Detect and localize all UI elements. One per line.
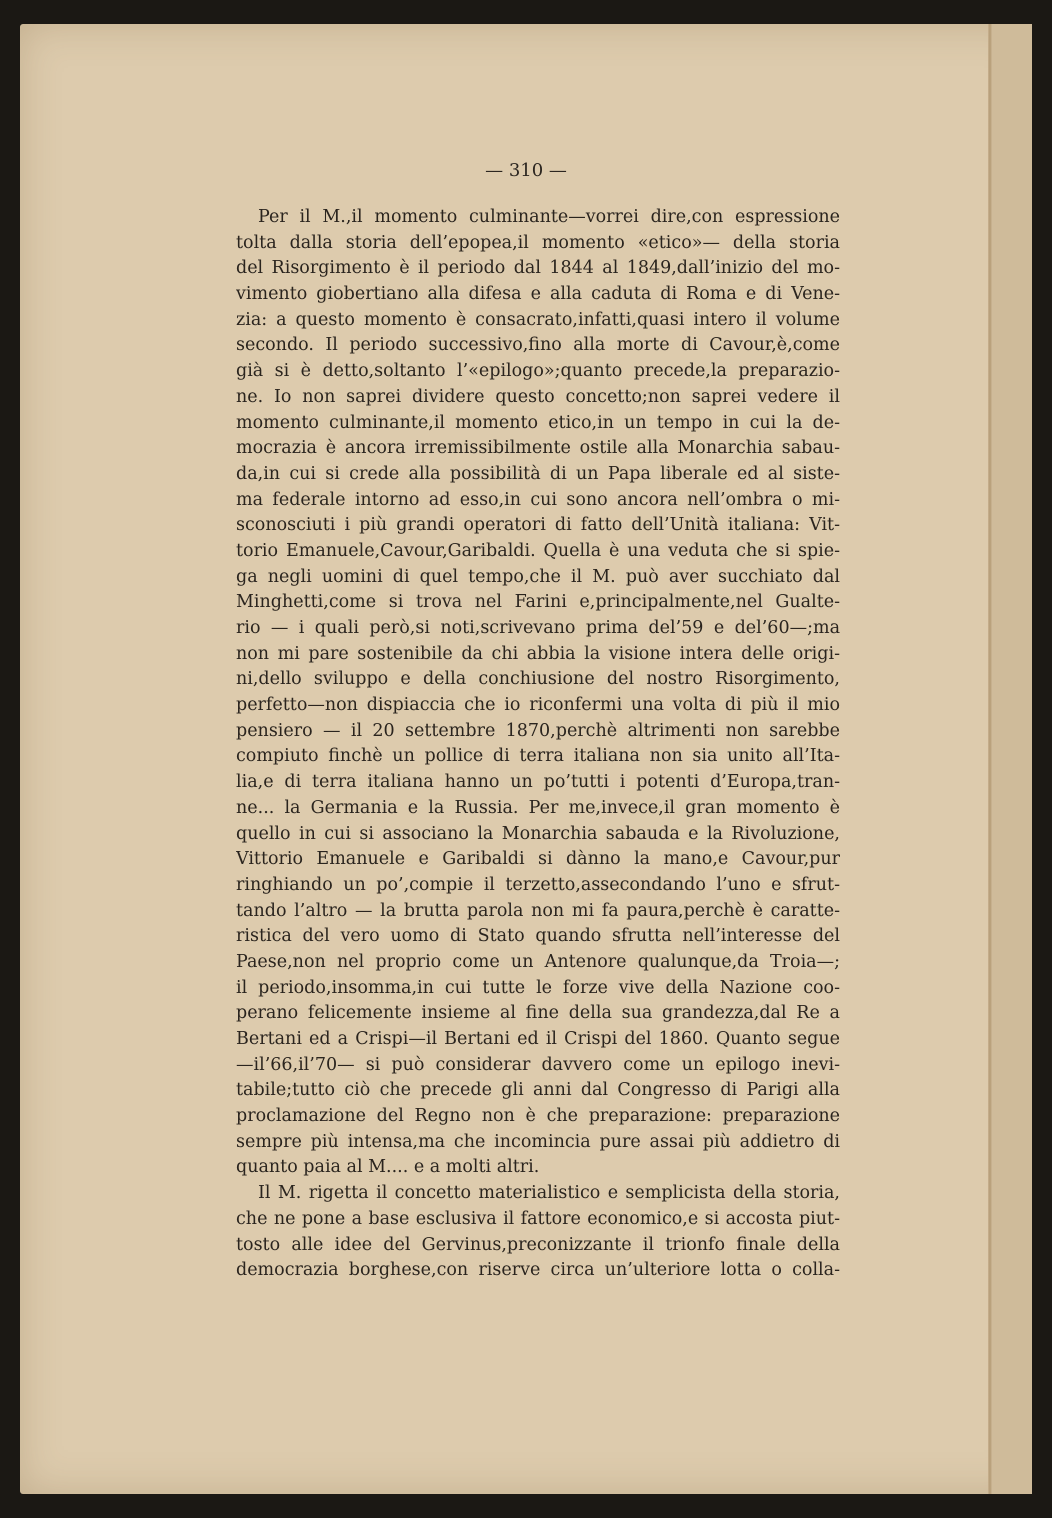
text-line: momento culminante,il momento etico,in un tempo in cui la de- (236, 412, 840, 433)
text-line: ni,dello sviluppo e della conchiusione del nostro Risorgimento, (236, 669, 840, 690)
text-line: ristica del vero uomo di Stato quando sfrutta nell’interesse del (236, 926, 840, 947)
text-line: torio Emanuele,Cavour,Garibaldi. Quella è una veduta che si spie- (236, 540, 840, 561)
text-line: democrazia borghese,con riserve circa un’ulteriore lotta o colla- (236, 1260, 840, 1281)
text-line: che ne pone a base esclusiva il fattore economico,e si accosta piut- (236, 1208, 840, 1229)
text-line: mocrazia è ancora irremissibilmente ostile alla Monarchia sabau- (236, 438, 840, 459)
text-line: Paese,non nel proprio come un Antenore qualunque,da Troia—; (236, 951, 840, 972)
text-line: rio — i quali però,si noti,scrivevano prima del’59 e del’60—;ma (236, 618, 840, 638)
text-line: vimento giobertiano alla difesa e alla caduta di Roma e di Vene- (236, 284, 840, 305)
text-line: lia,e di terra italiana hanno un po’tutti i potenti d’Europa,tran- (236, 772, 840, 793)
next-page-edge (992, 24, 1032, 1494)
text-line: quanto paia al M.... e a molti altri. (236, 1157, 540, 1178)
text-line: sempre più intensa,ma che incomincia pure assai più addietro di (236, 1131, 840, 1152)
text-line: zia: a questo momento è consacrato,infatti,quasi intero il volume (236, 309, 840, 330)
text-line: perano felicemente insieme al fine della sua grandezza,dal Re a (236, 1003, 840, 1024)
text-line: pensiero — il 20 settembre 1870,perchè altrimenti non sarebbe (236, 720, 840, 741)
text-line: perfetto—non dispiaccia che io riconfermi una volta di più il mio (236, 695, 840, 716)
text-line: Per il M.,il momento culminante—vorrei dire,con espressione (258, 207, 840, 227)
body-text (236, 205, 840, 1284)
text-line: del Risorgimento è il periodo dal 1844 al 1849,dall’inizio del mo- (236, 258, 840, 279)
text-line: quello in cui si associano la Monarchia sabauda e la Rivoluzione, (236, 823, 840, 844)
text-line: tabile;tutto ciò che precede gli anni dal Congresso di Parigi alla (236, 1080, 840, 1101)
text-line: non mi pare sostenibile da chi abbia la visione intera delle origi- (236, 643, 840, 664)
text-line: Bertani ed a Crispi—il Bertani ed il Crispi del 1860. Quanto segue (236, 1029, 840, 1049)
page-number: — 310 — (485, 160, 567, 181)
text-line: ne... la Germania e la Russia. Per me,invece,il gran momento è (236, 797, 840, 818)
text-line: Vittorio Emanuele e Garibaldi si dànno la mano,e Cavour,pur (236, 849, 840, 870)
text-line: tosto alle idee del Gervinus,preconizzante il trionfo finale della (236, 1234, 840, 1255)
text-line: tando l’altro — la brutta parola non mi fa paura,perchè è caratte- (236, 900, 840, 921)
text-line: Il M. rigetta il concetto materialistico e semplicista della storia, (258, 1183, 840, 1204)
text-line: Minghetti,come si trova nel Farini e,principalmente,nel Gualte- (236, 592, 840, 613)
text-line: già si è detto,soltanto l’«epilogo»;quanto precede,la preparazio- (236, 361, 840, 382)
text-line: tolta dalla storia dell’epopea,il momento «etico»— della storia (236, 232, 840, 253)
text-line: secondo. Il periodo successivo,fino alla morte di Cavour,è,come (236, 335, 840, 356)
text-line: ne. Io non saprei dividere questo concetto;non saprei vedere il (236, 386, 840, 407)
text-line: —il’66,il’70— si può considerar davvero come un epilogo inevi- (236, 1054, 840, 1075)
text-line: proclamazione del Regno non è che preparazione: preparazione (236, 1106, 840, 1127)
text-line: compiuto finchè un pollice di terra italiana non sia unito all’Ita- (236, 746, 840, 767)
text-line: ringhiando un po’,compie il terzetto,assecondando l’uno e sfrut- (236, 874, 840, 895)
text-line: ga negli uomini di quel tempo,che il M. può aver succhiato dal (236, 566, 840, 587)
text-line: da,in cui si crede alla possibilità di un Papa liberale ed al siste- (236, 463, 840, 484)
text-line: sconosciuti i più grandi operatori di fatto dell’Unità italiana: Vit- (236, 515, 840, 536)
text-line: il periodo,insomma,in cui tutte le forze vive della Nazione coo- (236, 977, 840, 998)
text-line: ma federale intorno ad esso,in cui sono ancora nell’ombra o mi- (236, 489, 840, 510)
